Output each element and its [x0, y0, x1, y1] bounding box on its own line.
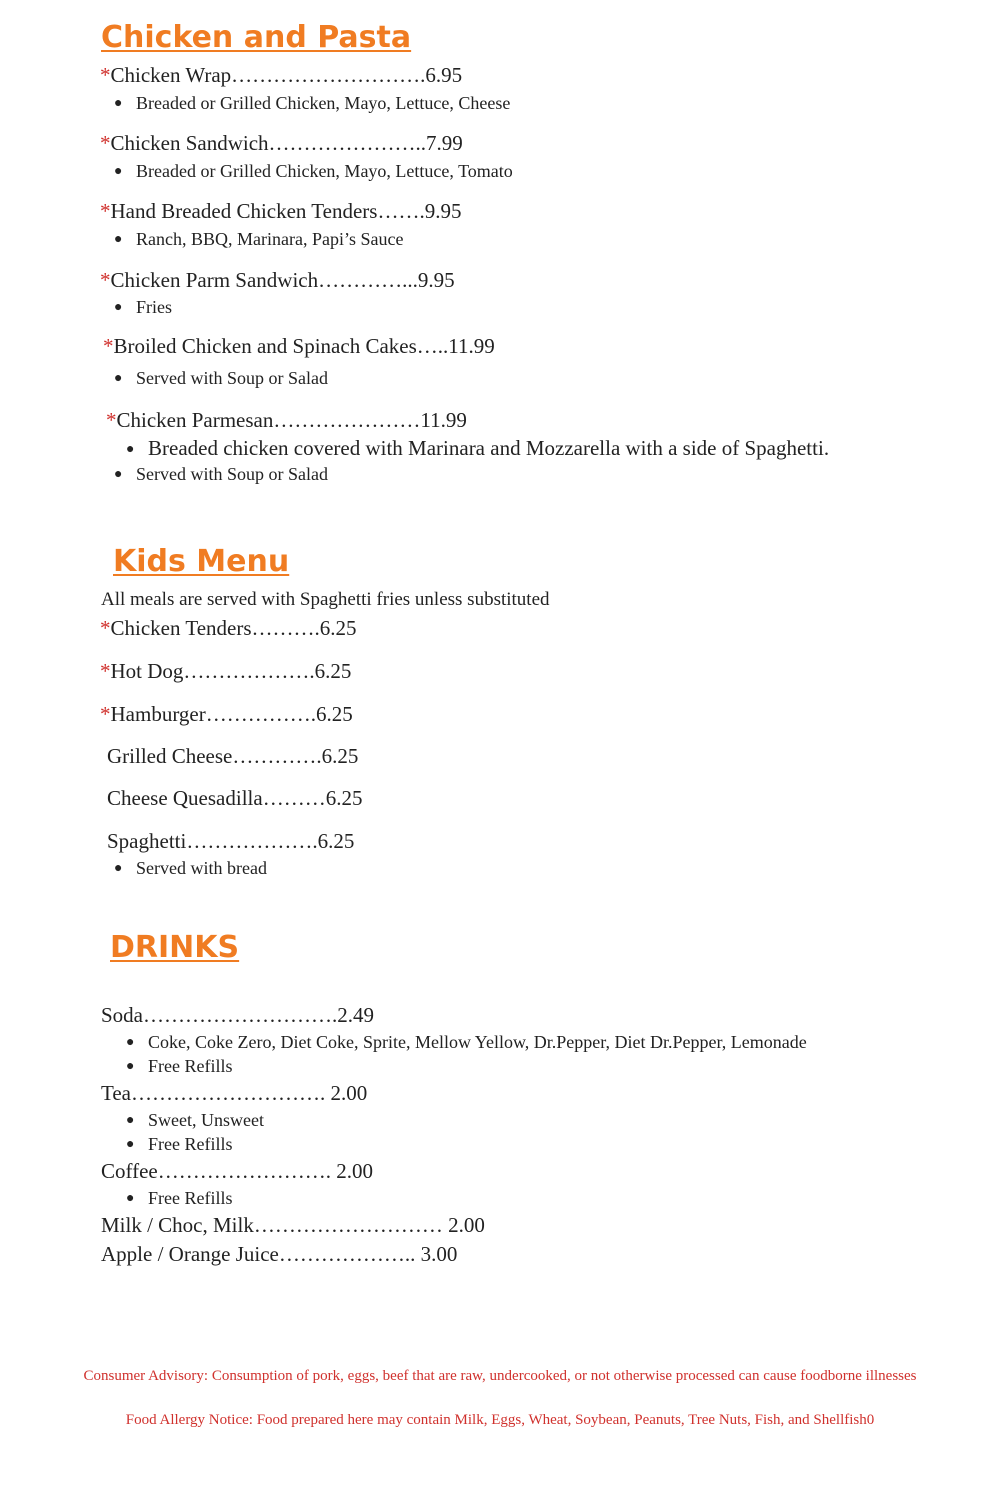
star-marker: * — [100, 268, 111, 292]
menu-item-description — [114, 93, 510, 114]
bullet-icon: ● — [126, 1191, 135, 1206]
menu-item-chicken-parmesan — [106, 408, 467, 433]
menu-item-description — [114, 229, 403, 250]
menu-item-kids-hot-dog — [100, 659, 351, 684]
drink-item-juice: Apple / Orange Juice……………….. 3.00 — [101, 1242, 458, 1266]
menu-item-kids-cheese-quesadilla — [107, 786, 362, 811]
section-heading-chicken-pasta: Chicken and Pasta — [101, 20, 412, 55]
description-text: Breaded or Grilled Chicken, Mayo, Lettuce, Cheese — [136, 93, 511, 113]
star-marker: * — [100, 199, 111, 223]
star-marker: * — [103, 334, 114, 358]
star-marker: * — [100, 616, 111, 640]
section-heading-kids-menu: Kids Menu — [113, 544, 290, 579]
star-marker: * — [106, 408, 117, 432]
description-text: Fries — [136, 297, 172, 317]
menu-item-description — [114, 161, 513, 182]
menu-item-text: Chicken Parm Sandwich…………...9.95 — [110, 268, 455, 292]
bullet-icon: ● — [114, 96, 123, 111]
menu-item-text: Broiled Chicken and Spinach Cakes…..11.99 — [113, 334, 495, 358]
bullet-icon: ● — [126, 1035, 135, 1050]
description-text: Free Refills — [148, 1056, 233, 1076]
menu-item-kids-chicken-tenders — [100, 616, 357, 641]
menu-item-description — [114, 368, 328, 389]
menu-item-kids-spaghetti — [107, 829, 354, 854]
menu-item-description — [114, 464, 328, 485]
bullet-icon: ● — [114, 232, 123, 247]
menu-item-hand-breaded-tenders — [100, 199, 461, 224]
menu-item-text: Cheese Quesadilla………6.25 — [107, 786, 363, 810]
menu-item-text: Chicken Wrap……………………….6.95 — [110, 63, 463, 87]
star-marker: * — [100, 702, 111, 726]
description-text: Free Refills — [148, 1134, 233, 1154]
description-text: Breaded or Grilled Chicken, Mayo, Lettuce, Tomato — [136, 161, 513, 181]
star-marker: * — [100, 63, 111, 87]
menu-item-chicken-sandwich — [100, 131, 463, 156]
menu-item-broiled-chicken-spinach — [103, 334, 495, 359]
bullet-icon: ● — [114, 467, 123, 482]
star-marker: * — [100, 131, 111, 155]
menu-item-kids-hamburger — [100, 702, 353, 727]
drink-description — [126, 1110, 264, 1131]
menu-item-text: Hamburger…………….6.25 — [110, 702, 353, 726]
description-text: Sweet, Unsweet — [148, 1110, 264, 1130]
food-allergy-notice: Food Allergy Notice: Food prepared here may contain Milk, Eggs, Wheat, Soybean, Peanuts, Tree Nuts, Fish, and Shellfish0 — [125, 1412, 875, 1428]
consumer-advisory: Consumer Advisory: Consumption of pork, eggs, beef that are raw, undercooked, or not otherwise processed can cause foodborne illnesses — [83, 1368, 917, 1384]
description-text: Served with Soup or Salad — [136, 464, 328, 484]
description-text: Ranch, BBQ, Marinara, Papi’s Sauce — [136, 229, 404, 249]
menu-item-text: Hand Breaded Chicken Tenders…….9.95 — [110, 199, 462, 223]
description-text: Served with Soup or Salad — [136, 368, 328, 388]
menu-item-description — [114, 858, 267, 879]
drink-description — [126, 1188, 232, 1209]
kids-menu-intro: All meals are served with Spaghetti fries unless substituted — [101, 589, 550, 610]
description-text: Breaded chicken covered with Marinara and Mozzarella with a side of Spaghetti. — [148, 436, 830, 460]
description-text: Free Refills — [148, 1188, 233, 1208]
drink-item-soda: Soda……………………….2.49 — [101, 1003, 374, 1027]
menu-item-description — [114, 297, 172, 318]
menu-item-text: Spaghetti……………….6.25 — [107, 829, 355, 853]
menu-item-text: Chicken Tenders……….6.25 — [110, 616, 357, 640]
drink-description — [126, 1134, 232, 1155]
menu-item-text: Chicken Parmesan…………………11.99 — [116, 408, 467, 432]
bullet-icon: ● — [114, 300, 123, 315]
bullet-icon: ● — [126, 1059, 135, 1074]
section-heading-drinks: DRINKS — [110, 930, 240, 965]
drink-item-coffee: Coffee……………………. 2.00 — [101, 1159, 374, 1183]
bullet-icon: ● — [114, 371, 123, 386]
drink-item-tea: Tea………………………. 2.00 — [101, 1081, 368, 1105]
bullet-icon: ● — [114, 164, 123, 179]
drink-description — [126, 1032, 807, 1053]
star-marker: * — [100, 659, 111, 683]
drink-item-milk: Milk / Choc, Milk……………………… 2.00 — [101, 1213, 485, 1237]
menu-item-chicken-wrap — [100, 63, 462, 88]
menu-item-chicken-parm-sandwich — [100, 268, 455, 293]
bullet-icon: ● — [126, 442, 135, 457]
bullet-icon: ● — [126, 1137, 135, 1152]
menu-item-kids-grilled-cheese — [107, 744, 358, 769]
menu-item-text: Chicken Sandwich…………………..7.99 — [110, 131, 463, 155]
description-text: Coke, Coke Zero, Diet Coke, Sprite, Mellow Yellow, Dr.Pepper, Diet Dr.Pepper, Lemonade — [148, 1032, 807, 1052]
description-text: Served with bread — [136, 858, 267, 878]
bullet-icon: ● — [114, 861, 123, 876]
bullet-icon: ● — [126, 1113, 135, 1128]
menu-item-text: Grilled Cheese………….6.25 — [107, 744, 359, 768]
drink-description — [126, 1056, 232, 1077]
menu-item-description — [126, 436, 829, 461]
menu-item-text: Hot Dog……………….6.25 — [110, 659, 352, 683]
